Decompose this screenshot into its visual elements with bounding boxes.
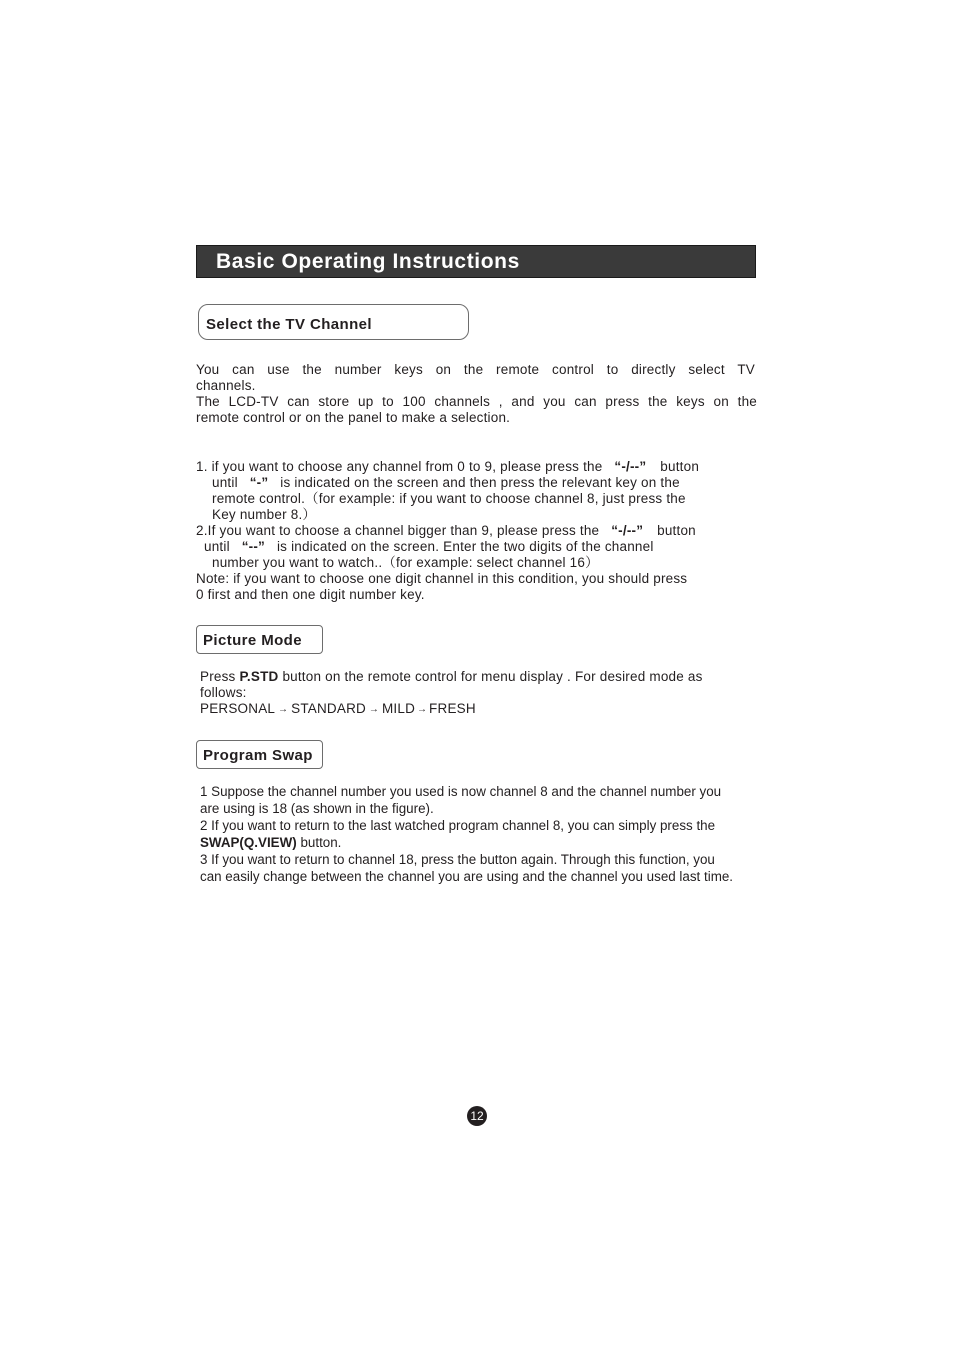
picture-mode-heading: Picture Mode	[203, 632, 302, 649]
intro-line-2: channels.	[196, 378, 256, 393]
mode-fresh: FRESH	[429, 701, 476, 716]
arrow-right-icon: →	[278, 704, 289, 715]
key-label: “--”	[241, 539, 266, 554]
select-channel-heading: Select the TV Channel	[206, 316, 372, 333]
page-number: 12	[467, 1106, 487, 1126]
mode-mild: MILD	[381, 701, 416, 716]
item2-line-2: until “--” is indicated on the screen. Enter the two digits of the channel	[204, 539, 654, 554]
swap-line-1: 1 Suppose the channel number you used is now channel 8 and the channel number you	[200, 784, 722, 799]
key-label: P.STD	[239, 669, 279, 684]
picture-mode-line-2: follows:	[200, 685, 247, 700]
intro-line-3: The LCD-TV can store up to 100 channels , and you can press the keys on the	[196, 394, 757, 409]
item1-line-1: 1. if you want to choose any channel from 0 to 9, please press the “-/--” button	[196, 459, 700, 474]
item2-line-1: 2.If you want to choose a channel bigger than 9, please press the “-/--” button	[196, 523, 696, 538]
key-label: “-/--”	[611, 523, 644, 538]
page-title: Basic Operating Instructions	[216, 250, 520, 273]
swap-line-6: can easily change between the channel you are using and the channel you used last time.	[200, 869, 734, 884]
picture-mode-line-1: Press P.STD button on the remote control for menu display . For desired mode as	[200, 669, 703, 684]
key-label: “-”	[249, 475, 269, 490]
key-label: “-/--”	[614, 459, 647, 474]
program-swap-heading: Program Swap	[203, 747, 313, 764]
swap-line-5: 3 If you want to return to channel 18, press the button again. Through this function, you	[200, 852, 715, 867]
note-line-1: Note: if you want to choose one digit channel in this condition, you should press	[196, 571, 688, 586]
item2-line-3: number you want to watch..（for example: select channel 16）	[212, 555, 599, 570]
mode-personal: PERSONAL	[200, 701, 276, 716]
swap-line-3: 2 If you want to return to the last watched program channel 8, you can simply press the	[200, 818, 716, 833]
intro-line-4: remote control or on the panel to make a selection.	[196, 410, 511, 425]
item1-line-2: until “-” is indicated on the screen and then press the relevant key on the	[212, 475, 680, 490]
intro-line-1: You can use the number keys on the remote control to directly select TV	[196, 362, 755, 377]
item1-line-4: Key number 8.）	[212, 507, 317, 522]
swap-line-2: are using is 18 (as shown in the figure).	[200, 801, 434, 816]
note-line-2: 0 first and then one digit number key.	[196, 587, 425, 602]
swap-line-4: SWAP(Q.VIEW) button.	[200, 835, 342, 850]
page-title-bar	[196, 245, 756, 278]
item1-line-3: remote control.（for example: if you want to choose channel 8, just press the	[212, 491, 686, 506]
picture-mode-sequence	[200, 701, 476, 718]
mode-standard: STANDARD	[291, 701, 366, 716]
arrow-right-icon: →	[368, 704, 380, 715]
arrow-right-icon: →	[416, 704, 428, 715]
key-label: SWAP(Q.VIEW)	[200, 835, 297, 850]
